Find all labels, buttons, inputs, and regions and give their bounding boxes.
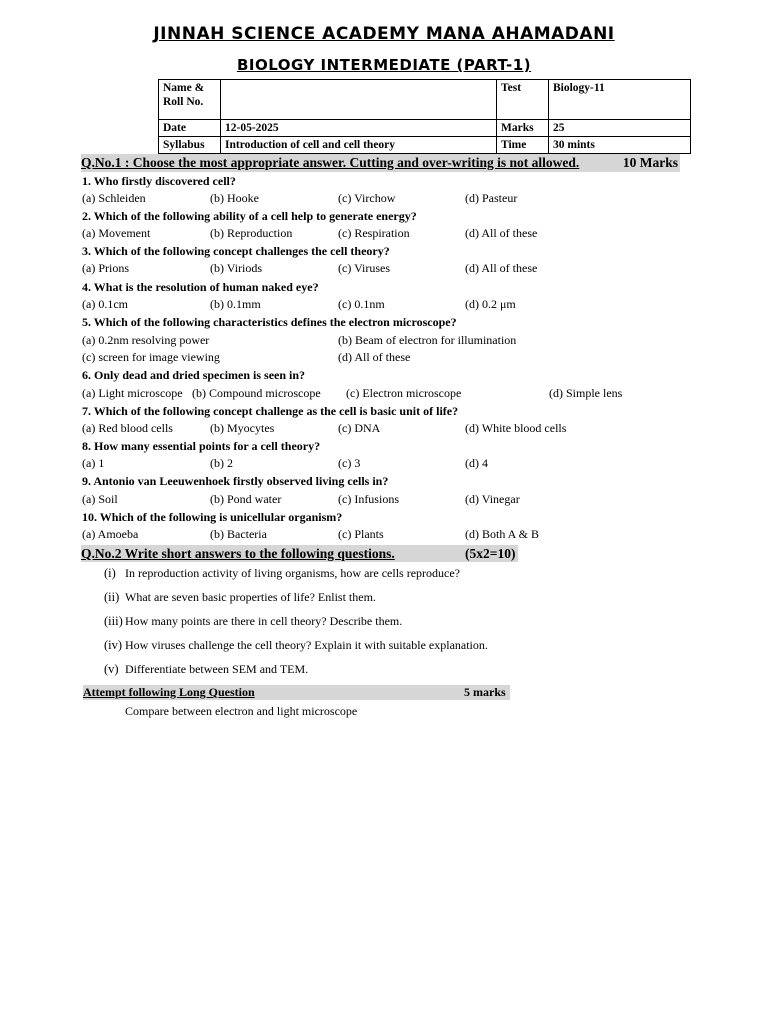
mcq-question-9: 9. Antonio van Leeuwenhoek firstly observed living cells in? xyxy=(82,474,389,488)
syllabus-label: Syllabus xyxy=(159,137,221,154)
short-question-text: What are seven basic properties of life? Enlist them. xyxy=(125,590,376,604)
q1-marks: 10 Marks xyxy=(622,155,678,170)
option-a: (a) Movement xyxy=(82,226,151,240)
mcq-options-10 xyxy=(82,527,702,543)
option-c: (c) 0.1nm xyxy=(338,297,385,311)
info-table xyxy=(158,79,691,154)
option-d: (d) Vinegar xyxy=(465,492,520,506)
option-c: (c) Infusions xyxy=(338,492,399,506)
mcq-options-5a xyxy=(82,333,702,349)
long-question-text: Compare between electron and light microscope xyxy=(125,704,358,718)
option-c: (c) screen for image viewing xyxy=(82,350,220,364)
mcq-question-6: 6. Only dead and dried specimen is seen in? xyxy=(82,368,306,382)
option-b: (b) Pond water xyxy=(210,492,282,506)
name-field xyxy=(221,80,497,120)
q2-heading xyxy=(81,545,518,562)
short-question-number: (i) xyxy=(104,566,116,580)
mcq-options-4 xyxy=(82,297,702,313)
short-question-number: (ii) xyxy=(104,590,120,604)
option-b: (b) Hooke xyxy=(210,191,259,205)
mcq-options-8 xyxy=(82,456,702,472)
option-b: (b) Bacteria xyxy=(210,527,267,541)
option-d: (d) All of these xyxy=(465,261,538,275)
time-value: 30 mints xyxy=(549,137,691,154)
mcq-question-8: 8. How many essential points for a cell theory? xyxy=(82,439,321,453)
option-d: (d) White blood cells xyxy=(465,421,567,435)
test-label: Test xyxy=(497,80,549,120)
option-c: (c) Respiration xyxy=(338,226,410,240)
option-a: (a) 0.2nm resolving power xyxy=(82,333,210,347)
short-question-5 xyxy=(104,662,308,677)
mcq-question-5: 5. Which of the following characteristics defines the electron microscope? xyxy=(82,315,457,329)
long-question-heading-text: Attempt following Long Question xyxy=(83,685,255,699)
date-value: 12-05-2025 xyxy=(221,120,497,137)
option-a: (a) 1 xyxy=(82,456,105,470)
option-b: (b) Reproduction xyxy=(210,226,293,240)
option-a: (a) Amoeba xyxy=(82,527,139,541)
short-question-text: How many points are there in cell theory? Describe them. xyxy=(125,614,403,628)
mcq-question-10: 10. Which of the following is unicellular organism? xyxy=(82,510,343,524)
q1-heading-text: Q.No.1 : Choose the most appropriate answer. Cutting and over-writing is not allowed. xyxy=(81,155,580,170)
short-question-1 xyxy=(104,566,460,581)
long-question-heading xyxy=(83,685,510,700)
short-question-number: (iv) xyxy=(104,638,123,652)
option-c: (c) Virchow xyxy=(338,191,396,205)
mcq-options-5b xyxy=(82,350,702,366)
marks-value: 25 xyxy=(549,120,691,137)
mcq-options-7 xyxy=(82,421,702,437)
short-question-4 xyxy=(104,638,488,653)
option-b: (b) Viriods xyxy=(210,261,263,275)
short-question-3 xyxy=(104,614,402,629)
option-d: (d) Simple lens xyxy=(549,386,623,400)
mcq-question-7: 7. Which of the following concept challenge as the cell is basic unit of life? xyxy=(82,404,459,418)
option-b: (b) 2 xyxy=(210,456,233,470)
option-a: (a) Prions xyxy=(82,261,129,275)
option-c: (c) Plants xyxy=(338,527,384,541)
option-a: (a) Soil xyxy=(82,492,118,506)
option-d: (d) Both A & B xyxy=(465,527,540,541)
option-a: (a) Red blood cells xyxy=(82,421,173,435)
mcq-question-3: 3. Which of the following concept challenges the cell theory? xyxy=(82,244,390,258)
mcq-options-9 xyxy=(82,492,702,508)
short-question-text: How viruses challenge the cell theory? Explain it with suitable explanation. xyxy=(125,638,488,652)
short-question-text: Differentiate between SEM and TEM. xyxy=(125,662,309,676)
option-d: (d) Pasteur xyxy=(465,191,518,205)
mcq-question-1: 1. Who firstly discovered cell? xyxy=(82,174,236,188)
name-label: Name & Roll No. xyxy=(159,80,221,120)
date-label: Date xyxy=(159,120,221,137)
option-d: (d) 0.2 μm xyxy=(465,297,516,311)
option-d: (d) All of these xyxy=(465,226,538,240)
option-a: (a) Light microscope xyxy=(82,386,183,400)
academy-title: JINNAH SCIENCE ACADEMY MANA AHAMADANI xyxy=(153,24,615,44)
option-b: (b) Myocytes xyxy=(210,421,275,435)
option-c: (c) DNA xyxy=(338,421,381,435)
mcq-options-6 xyxy=(82,386,702,402)
short-question-number: (iii) xyxy=(104,614,123,628)
test-value: Biology-11 xyxy=(549,80,691,120)
time-label: Time xyxy=(497,137,549,154)
option-d: (d) 4 xyxy=(465,456,488,470)
syllabus-value: Introduction of cell and cell theory xyxy=(221,137,497,154)
paper-subtitle: BIOLOGY INTERMEDIATE (PART-1) xyxy=(236,56,532,74)
option-c: (c) 3 xyxy=(338,456,361,470)
mcq-question-4: 4. What is the resolution of human naked eye? xyxy=(82,280,319,294)
q1-heading xyxy=(81,154,680,172)
option-c: (c) Electron microscope xyxy=(346,386,462,400)
long-question-marks: 5 marks xyxy=(464,685,506,699)
short-question-2 xyxy=(104,590,376,605)
mcq-question-2: 2. Which of the following ability of a cell help to generate energy? xyxy=(82,209,417,223)
option-b: (b) Compound microscope xyxy=(192,386,321,400)
short-question-text: In reproduction activity of living organisms, how are cells reproduce? xyxy=(125,566,461,580)
short-question-number: (v) xyxy=(104,662,119,676)
mcq-options-1 xyxy=(82,191,702,207)
marks-label: Marks xyxy=(497,120,549,137)
option-b: (b) Beam of electron for illumination xyxy=(338,333,517,347)
q2-heading-text: Q.No.2 Write short answers to the following questions. xyxy=(81,546,395,561)
option-a: (a) 0.1cm xyxy=(82,297,128,311)
option-d: (d) All of these xyxy=(338,350,411,364)
option-a: (a) Schleiden xyxy=(82,191,146,205)
option-c: (c) Viruses xyxy=(338,261,391,275)
q2-marks: (5x2=10) xyxy=(465,546,516,561)
mcq-options-2 xyxy=(82,226,702,242)
option-b: (b) 0.1mm xyxy=(210,297,261,311)
mcq-options-3 xyxy=(82,261,702,277)
